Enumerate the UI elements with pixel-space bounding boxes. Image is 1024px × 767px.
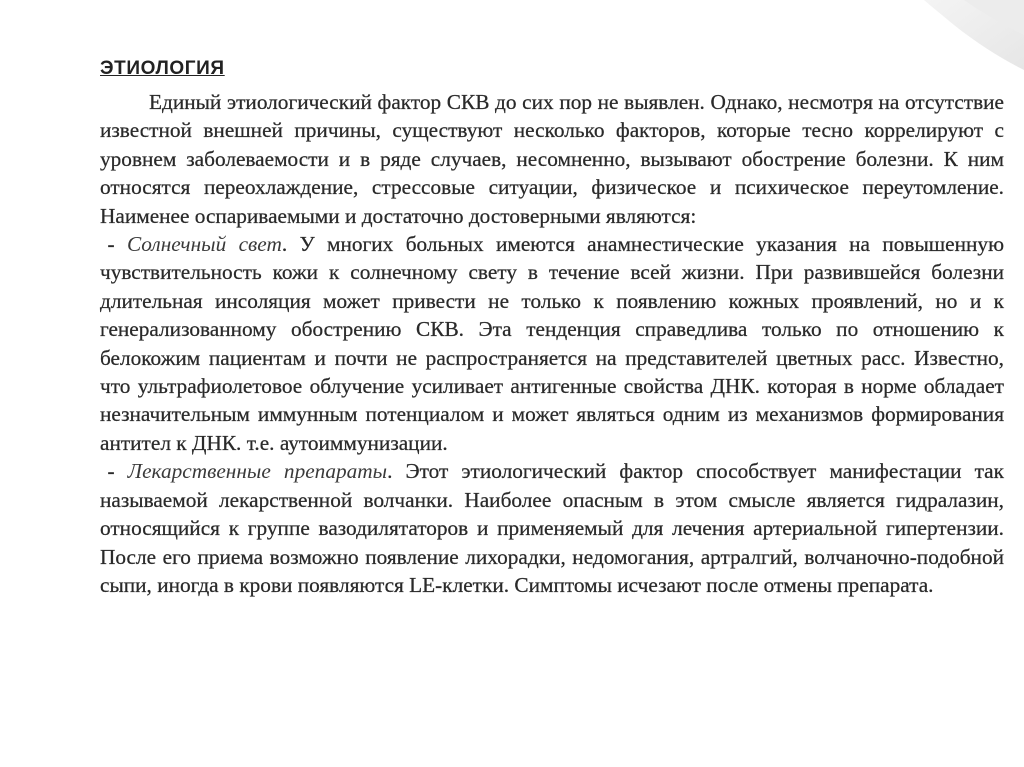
factor-sunlight-paragraph — [100, 230, 1004, 457]
factor-sunlight-text: . У многих больных имеются анамнестические указания на повышенную чувствительность кожи к солнечному свету в течение всей жизни. При развившейся болезни длительная инсоляция может привести не только к появлению кожных проявлений, но и к генерализованному обострению СКВ. Эта тенденция справедлива только по отношению к белокожим пациентам и почти не распространяется на представителей цветных расс. Известно, что ультрафиолетовое облучение усиливает антигенные свойства ДНК. которая в норме обладает незначительным иммунным потенциалом и может являться одним из механизмов формирования антител к ДНК. т.е. аутоиммунизации. — [100, 232, 1004, 455]
factor-drugs-term: Лекарственные препараты — [127, 459, 388, 484]
factor-sunlight-term: Солнечный свет — [126, 232, 282, 257]
factor-drugs-paragraph — [100, 457, 1004, 599]
document-title: ЭТИОЛОГИЯ — [100, 58, 225, 79]
factor-drugs-dash: - — [107, 459, 128, 484]
factor-drugs-text: . Этот этиологический фактор способствует манифестации так называемой лекарственной волчанки. Наиболее опасным в этом смысле является гидралазин, относящийся к группе вазодилятаторов и применяемый для лечения артериальной гипертензии. После его приема возможно появление лихорадки, недомогания, артралгий, волчаночно-подобной сыпи, иногда в крови появляются LE-клетки. Симптомы исчезают после отмены препарата. — [100, 459, 1004, 597]
factor-sunlight-dash: - — [107, 232, 127, 257]
intro-paragraph — [100, 88, 1004, 230]
intro-text: Единый этиологический фактор СКВ до сих пор не выявлен. Однако, несмотря на отсутствие известной внешней причины, существуют несколько факторов, которые тесно коррелируют с уровнем заболеваемости и в ряде случаев, несомненно, вызывают обострение болезни. К ним относятся переохлаждение, стрессовые ситуации, физическое и психическое переутомление. Наименее оспариваемыми и достаточно достоверными являются: — [100, 90, 1004, 228]
document-page — [100, 58, 1004, 599]
